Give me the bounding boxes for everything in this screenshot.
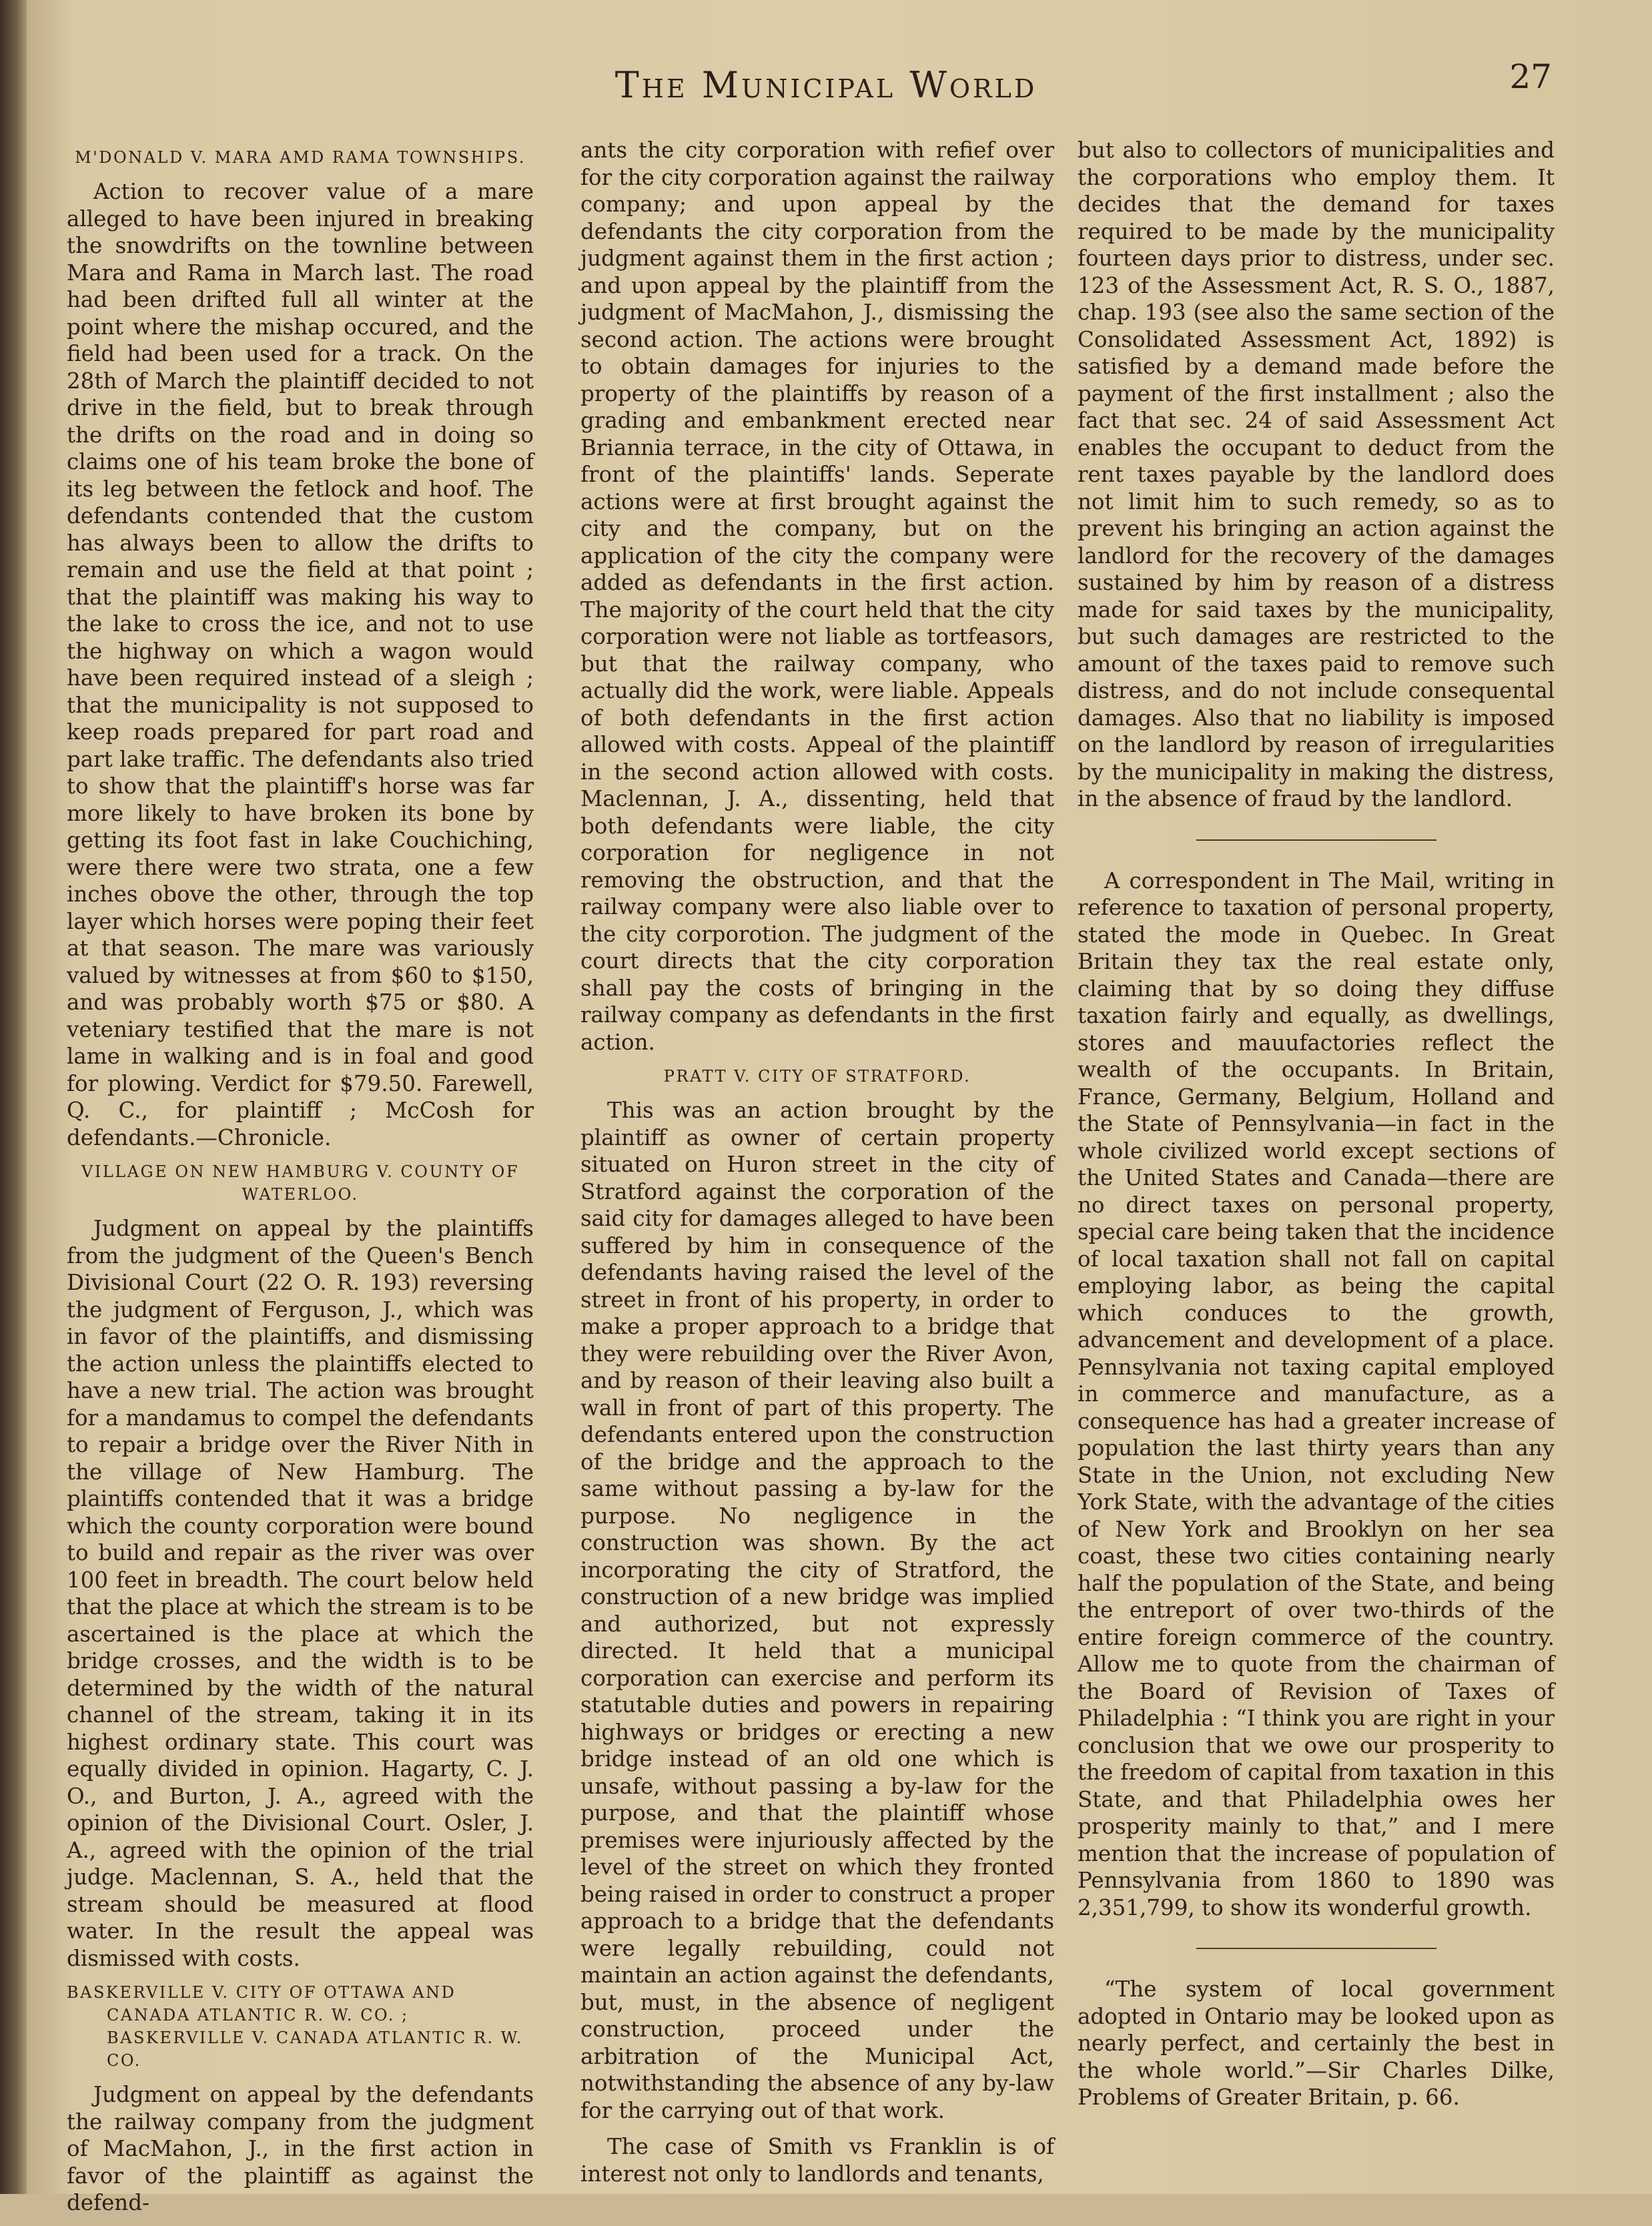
article-paragraph: This was an action brought by the plaintiff as owner of certain property situated on Huron street in the city of Stratford against the corporation of the said city for damages alleged to have been suffered by him in consequence of the defendants having raised the level of the street in front of his property, in order to make a proper approach to a bridge that they were rebuilding over the River Avon, and by reason of their leaving also built a wall in front of part of this property. The defendants entered upon the construction of the bridge and the approach to the same without passing a by-law for the purpose. No negligence in the construction was shown. By the act incorporating the city of Stratford, the construction of a new bridge was implied and authorized, but not expressly directed. It held that a municipal corporation can exercise and perform its statutable duties and powers in repairing highways or bridges or erecting a new bridge instead of an old one which is unsafe, without passing a by-law for the purpose, and that the plaintiff whose premises were injuriously affected by the level of the street on which they fronted being raised in order to construct a proper approach to a bridge that the defendants were legally rebuilding, could not maintain an action against the defendants, but, must, in the absence of negligent construction, proceed under the arbitration of the Municipal Act, notwithstanding the absence of any by-law for the carrying out of that work. — [580, 1098, 1054, 2123]
article-paragraph: Judgment on appeal by the defendants the railway company from the judgment of MacMahon, J., in the first action in favor of the plaintiff as against the defend- — [67, 2082, 534, 2215]
page-number: 27 — [1509, 57, 1552, 96]
case-heading: VILLAGE ON NEW HAMBURG V. COUNTY OF WATERLOO. — [81, 1162, 519, 1204]
article-paragraph: Judgment on appeal by the plaintiffs from the judgment of the Queen's Bench Divisional Court (22 O. R. 193) reversing the judgment of Ferguson, J., which was in favor of the plaintiffs, and dismissing the action unless the plaintiffs elected to have a new trial. The action was brought for a mandamus to compel the defendants to repair a bridge over the River Nith in the village of New Hamburg. The plaintiffs contended that it was a bridge which the county corporation were bound to build and repair as the river was over 100 feet in breadth. The court below held that the place at which the stream is to be ascertained is the place at which the bridge crosses, and the width is to be determined by the width of the natural channel of the stream, taking it in its highest ordinary state. This court was equally divided in opinion. Hagarty, C. J. O., and Burton, J. A., agreed with the opinion of the Divisional Court. Osler, J. A., agreed with the opinion of the trial judge. Maclennan, S. A., held that the stream should be measured at flood water. In the result the appeal was dismissed with costs. — [67, 1216, 534, 1971]
article-paragraph: A correspondent in The Mail, writing in reference to taxation of personal property, stated the mode in Quebec. In Great Britain they tax the real estate only, claiming that by so doing they diffuse taxation fairly and equally, as dwellings, stores and mauufactories reflect the wealth of the occupants. In Britain, France, Germany, Belgium, Holland and the State of Pennsylvania—in fact in the whole civilized world except sections of the United States and Canada—there are no direct taxes on personal property, special care being taken that the incidence of local taxation shall not fall on capital employing labor, as being the capital which conduces to the growth, advancement and development of a place. Pennsylvania not taxing capital employed in commerce and manufacture, as a consequence has had a greater increase of population the last thirty years than any State in the Union, not excluding New York State, with the advantage of the cities of New York and Brooklyn on her sea coast, these two cities containing nearly half the population of the State, and being the entreport of over two-thirds of the entire foreign commerce of the country. Allow me to quote from the chairman of the Board of Revision of Taxes of Philadelphia : “I think you are right in your conclusion that we owe our prosperity to the freedom of capital from taxation in this State, and that Philadelphia owes her prosperity mainly to that,” and I mere mention that the increase of population of Pennsylvania from 1860 to 1890 was 2,351,799, to show its wonderful growth. — [1078, 867, 1555, 1920]
article-paragraph: “The system of local government adopted in Ontario may be looked upon as nearly perfect, and certainly the best in the whole world.”—Sir Charles Dilke, Problems of Greater Britain, p. 66. — [1078, 1976, 1555, 2110]
column-1 — [67, 137, 534, 2226]
section-divider — [1196, 1948, 1436, 1949]
column-2 — [580, 137, 1054, 2197]
section-divider — [1196, 839, 1436, 841]
book-spine-shadow — [0, 0, 27, 2194]
case-heading: BASKERVILLE V. CITY OF OTTAWA AND CANADA ATLANTIC R. W. CO. ; BASKERVILLE V. CANADA ATLANTIC R. W. CO. — [67, 1983, 523, 2070]
article-paragraph: Action to recover value of a mare alleged to have been injured in breaking the snowdrifts on the townline between Mara and Rama in March last. The road had been drifted full all winter at the point where the mishap occured, and the field had been used for a track. On the 28th of March the plaintiff decided to not drive in the field, but to break through the drifts on the road and in doing so claims one of his team broke the bone of its leg between the fetlock and hoof. The defendants contended that the custom has always been to allow the drifts to remain and use the field at that point ; that the plaintiff was making his way to the lake to cross the ice, and not to use the highway on which a wagon would have been required instead of a sleigh ; that the municipality is not supposed to keep roads prepared for part road and part lake traffic. The defendants also tried to show that the plaintiff's horse was far more likely to have broken its bone by getting its foot fast in lake Couchiching, were there were two strata, one a few inches obove the other, through the top layer which horses were poping their feet at that season. The mare was variously valued by witnesses at from $60 to $150, and was probably worth $75 or $80. A veteniary testified that the mare is not lame in walking and is in foal and good for plowing. Verdict for $79.50. Farewell, Q. C., for plaintiff ; McCosh for defendants.—Chronicle. — [67, 179, 534, 1150]
column-3 — [1078, 137, 1555, 2121]
article-paragraph: but also to collectors of municipalities and the corporations who employ them. It decides that the demand for taxes required to be made by the municipality fourteen days prior to distress, under sec. 123 of the Assessment Act, R. S. O., 1887, chap. 193 (see also the same section of the Consolidated Assessment Act, 1892) is satisfied by a demand made before the payment of the first installment ; also the fact that sec. 24 of said Assessment Act enables the occupant to deduct from the rent taxes payable by the landlord does not limit him to such remedy, so as to prevent his bringing an action against the landlord for the recovery of the damages sustained by him by reason of a distress made for said taxes by the municipality, but such damages are restricted to the amount of the taxes paid to remove such distress, and do not include consequental damages. Also that no liability is imposed on the landlord by reason of irregularities by the municipality in making the distress, in the absence of fraud by the landlord. — [1078, 137, 1555, 811]
case-heading: M'DONALD V. MARA AMD RAMA TOWNSHIPS. — [75, 148, 526, 167]
article-paragraph: ants the city corporation with refief over for the city corporation against the railway company; and upon appeal by the defendants the city corporation from the judgment against them in the first action ; and upon appeal by the plaintiff from the judgment of MacMahon, J., dismissing the second action. The actions were brought to obtain damages for injuries to the property of the plaintiffs by reason of a grading and embankment erected near Briannia terrace, in the city of Ottawa, in front of the plaintiffs' lands. Seperate actions were at first brought against the city and the company, but on the application of the city the company were added as defendants in the first action. The majority of the court held that the city corporation were not liable as tortfeasors, but that the railway company, who actually did the work, were liable. Appeals of both defendants in the first action allowed with costs. Appeal of the plaintiff in the second action allowed with costs. Maclennan, J. A., dissenting, held that both defendants were liable, the city corporation for negligence in not removing the obstruction, and that the railway company were also liable over to the city corporotion. The judgment of the court directs that the city corporation shall pay the costs of bringing in the railway company as defendants in the first action. — [580, 137, 1055, 1055]
article-paragraph: The case of Smith vs Franklin is of interest not only to landlords and tenants, — [580, 2134, 1054, 2187]
case-heading: PRATT V. CITY OF STRATFORD. — [663, 1067, 971, 1086]
page-title: The Municipal World — [614, 64, 1038, 106]
